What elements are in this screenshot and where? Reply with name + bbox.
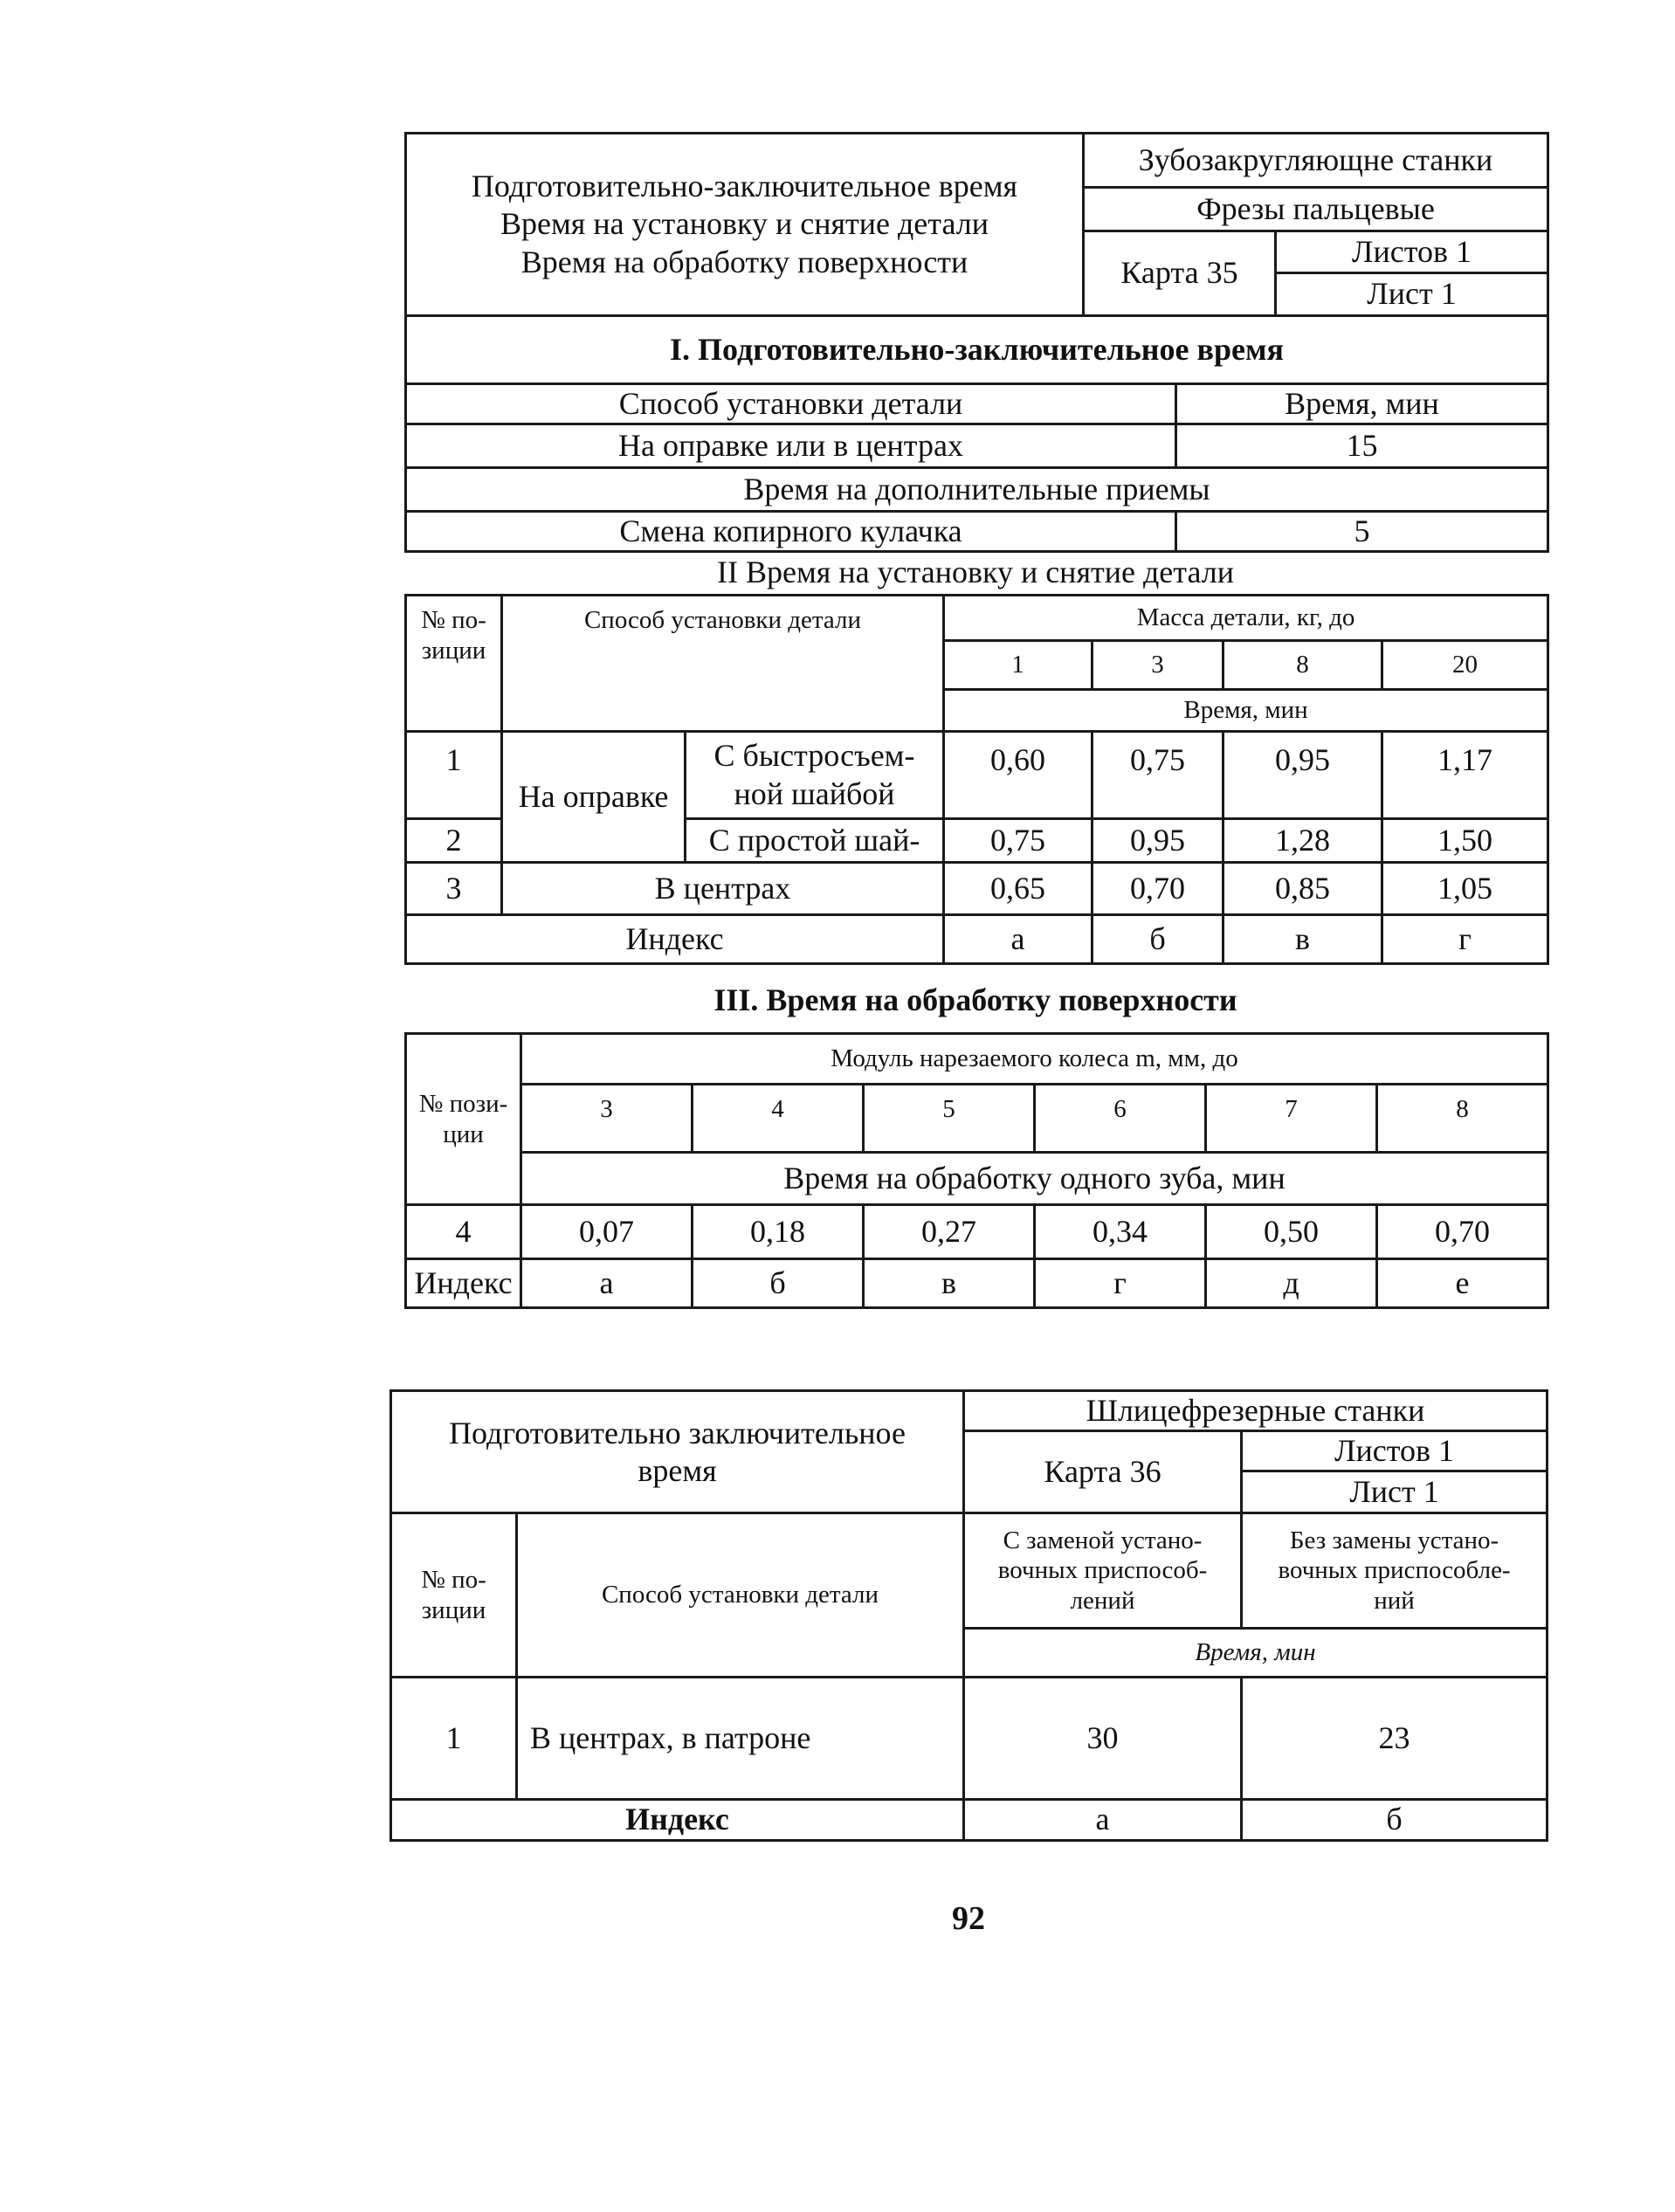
section2-title: II Время на установку и снятие детали	[717, 555, 1234, 589]
sheet-number: Лист 1	[1276, 273, 1548, 316]
time-value: 1,05	[1382, 863, 1548, 915]
group-label: На оправке	[502, 732, 686, 863]
sheet-number: Лист 1	[1242, 1471, 1547, 1513]
row-position: 2	[406, 819, 502, 863]
time-value: 0,70	[1093, 863, 1224, 915]
extra-time: 5	[1176, 512, 1548, 552]
time-value: 1,28	[1224, 819, 1382, 863]
header-line: Время на обработку поверхности	[520, 244, 968, 279]
method-line: С быстросъем-	[713, 738, 915, 774]
index-value: г	[1382, 915, 1548, 964]
time-value: 0,95	[1224, 732, 1382, 819]
index-value: а	[944, 915, 1093, 964]
time-value: 0,75	[1093, 732, 1224, 819]
col-position-header	[391, 1513, 517, 1678]
index-label: Индекс	[406, 1259, 521, 1308]
row-method: С простой шай-	[686, 819, 944, 863]
page-number: 92	[952, 1900, 985, 1937]
col-method-header: Способ установки детали	[502, 596, 944, 732]
extra-title: Время на дополнительные приемы	[406, 468, 1548, 512]
sheets-count: Листов 1	[1276, 231, 1548, 273]
time-value: 0,50	[1206, 1205, 1377, 1259]
card-number: Карта 35	[1084, 231, 1276, 316]
card36-header-text	[391, 1391, 964, 1513]
time-value: 0,75	[944, 819, 1093, 863]
card36-table	[389, 1389, 1548, 1842]
row-position: 1	[391, 1678, 517, 1800]
header-line: зиции	[421, 636, 486, 665]
header-line: № по-	[421, 606, 486, 634]
mass-value: 8	[1224, 641, 1382, 690]
index-label: Индекс	[406, 915, 944, 964]
row-method: В центрах	[502, 863, 944, 915]
time-value: 0,70	[1377, 1205, 1548, 1259]
index-value: в	[1224, 915, 1382, 964]
time-value: 0,07	[521, 1205, 693, 1259]
time-unit: Время, мин	[944, 690, 1548, 732]
row-position: 1	[406, 732, 502, 819]
time-value: 0,85	[1224, 863, 1382, 915]
module-value: 4	[693, 1085, 864, 1153]
index-value: г	[1035, 1259, 1206, 1308]
index-label: Индекс	[391, 1800, 964, 1840]
row-position: 3	[406, 863, 502, 915]
index-value: а	[521, 1259, 693, 1308]
header-line: Подготовительно-заключительное время	[471, 169, 1018, 204]
time-value: 0,27	[864, 1205, 1035, 1259]
module-header: Модуль нарезаемого колеса m, мм, до	[521, 1034, 1548, 1085]
section2-table	[404, 594, 1549, 965]
col-method-header: Способ установки детали	[517, 1513, 964, 1678]
time-with: 30	[964, 1678, 1242, 1800]
mass-value: 20	[1382, 641, 1548, 690]
index-value: в	[864, 1259, 1035, 1308]
index-value: д	[1206, 1259, 1377, 1308]
index-value: е	[1377, 1259, 1548, 1308]
machine-type: Шлицефрезерные станки	[964, 1391, 1547, 1431]
section1-title: I. Подготовительно-заключительное время	[406, 316, 1548, 384]
col-position-header	[406, 1034, 521, 1205]
module-value: 6	[1035, 1085, 1206, 1153]
col-without-header	[1242, 1513, 1547, 1629]
row-time: 15	[1176, 424, 1548, 468]
time-value: 1,50	[1382, 819, 1548, 863]
module-value: 3	[521, 1085, 693, 1153]
card35-header-table	[404, 132, 1549, 317]
header-line: Без замены устано-	[1289, 1526, 1499, 1554]
col-mass-header: Масса детали, кг, до	[944, 596, 1548, 641]
col-position-header	[406, 596, 502, 732]
machine-type: Зубозакругляющне станки	[1084, 134, 1548, 188]
time-header: Время на обработку одного зуба, мин	[521, 1153, 1548, 1205]
header-line: С заменой устано-	[1003, 1526, 1203, 1554]
header-line: время	[638, 1452, 717, 1488]
row-position: 4	[406, 1205, 521, 1259]
module-value: 5	[864, 1085, 1035, 1153]
header-line: № пози-	[418, 1089, 508, 1118]
index-value: а	[964, 1800, 1242, 1840]
time-value: 0,65	[944, 863, 1093, 915]
section3-title: III. Время на обработку поверхности	[713, 982, 1237, 1017]
method-line: ной шайбой	[734, 775, 895, 811]
header-line: зиции	[421, 1595, 486, 1624]
header-line: Время на установку и снятие детали	[500, 206, 989, 242]
col-time-header: Время, мин	[1176, 384, 1548, 424]
time-value: 1,17	[1382, 732, 1548, 819]
time-without: 23	[1242, 1678, 1547, 1800]
row-method	[686, 732, 944, 819]
index-value: б	[1242, 1800, 1547, 1840]
mass-value: 1	[944, 641, 1093, 690]
index-value: б	[693, 1259, 864, 1308]
section1-table	[404, 314, 1549, 553]
time-value: 0,95	[1093, 819, 1224, 863]
col-method-header: Способ установки детали	[406, 384, 1176, 424]
header-line: № по-	[421, 1566, 486, 1595]
section3-table	[404, 1032, 1549, 1309]
mass-value: 3	[1093, 641, 1224, 690]
tool-type: Фрезы пальцевые	[1084, 188, 1548, 231]
row-method: На оправке или в центрах	[406, 424, 1176, 468]
header-line: ний	[1374, 1587, 1415, 1616]
header-line: лений	[1070, 1587, 1135, 1616]
extra-method: Смена копирного кулачка	[406, 512, 1176, 552]
header-line: Подготовительно заключительное	[449, 1415, 906, 1451]
col-with-header	[964, 1513, 1242, 1629]
sheets-count: Листов 1	[1242, 1431, 1547, 1471]
time-unit: Время, мин	[964, 1629, 1547, 1678]
index-value: б	[1093, 915, 1224, 964]
card-number: Карта 36	[964, 1431, 1242, 1513]
time-value: 0,60	[944, 732, 1093, 819]
row-method: В центрах, в патроне	[517, 1678, 964, 1800]
card35-header-text	[406, 134, 1084, 316]
module-value: 8	[1377, 1085, 1548, 1153]
time-value: 0,18	[693, 1205, 864, 1259]
header-line: вочных приспособ-	[997, 1556, 1208, 1585]
module-value: 7	[1206, 1085, 1377, 1153]
header-line: ции	[443, 1120, 484, 1148]
time-value: 0,34	[1035, 1205, 1206, 1259]
header-line: вочных приспособле-	[1278, 1556, 1511, 1585]
